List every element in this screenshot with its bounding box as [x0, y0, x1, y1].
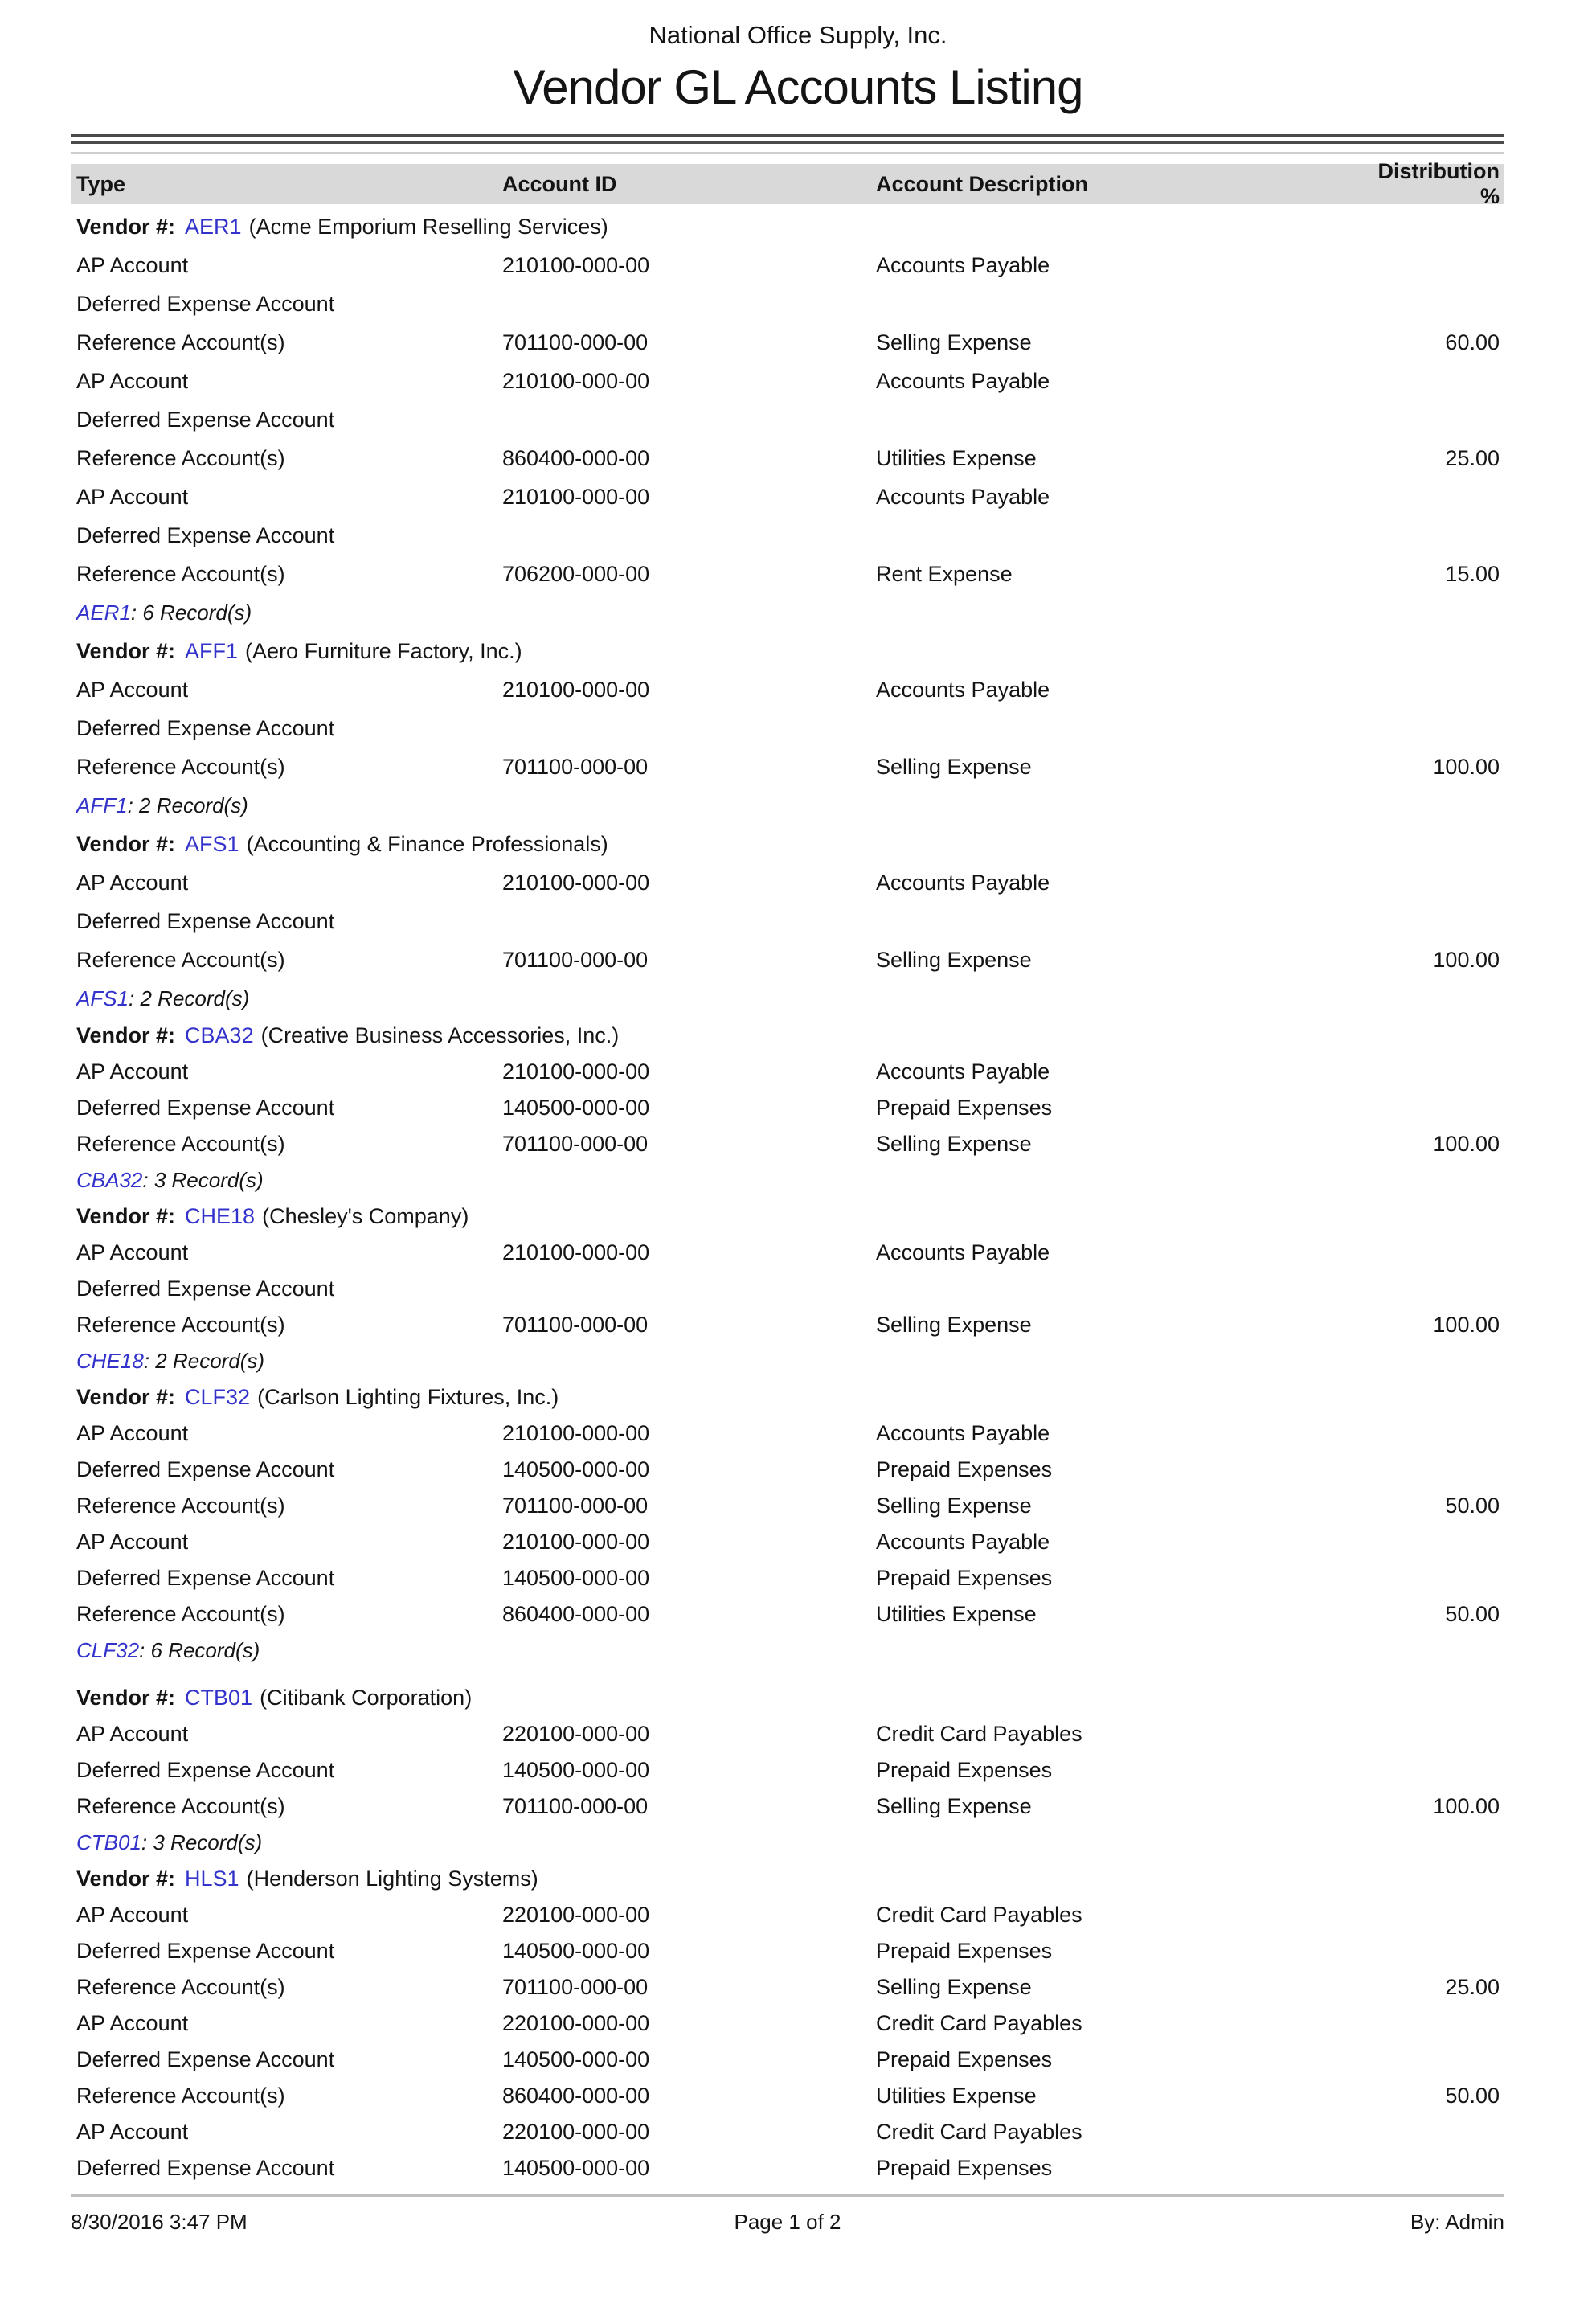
vendor-code-link[interactable]: CHE18: [185, 1204, 256, 1228]
vendor-code-link[interactable]: CHE18: [76, 1349, 144, 1373]
cell-type: Reference Account(s): [76, 1313, 285, 1337]
table-row: [71, 555, 1504, 593]
cell-type: AP Account: [76, 1059, 189, 1084]
vendor-code-link[interactable]: AFF1: [185, 638, 239, 663]
cell-account-description: Selling Expense: [876, 330, 1032, 354]
vendor-name: (Carlson Lighting Fixtures, Inc.): [257, 1385, 559, 1409]
cell-distribution-pct: 15.00: [1445, 561, 1500, 586]
vendor-account-rows: [71, 1054, 1504, 1162]
cell-account-description: Selling Expense: [876, 1794, 1032, 1818]
column-header-distribution-pct: Distribution %: [1377, 159, 1500, 208]
table-row: [71, 1524, 1504, 1560]
table-row: [71, 285, 1504, 323]
cell-distribution-pct: 60.00: [1445, 330, 1500, 354]
cell-type: Reference Account(s): [76, 445, 285, 470]
cell-distribution-pct: 50.00: [1445, 1493, 1500, 1518]
column-header-type: Type: [76, 171, 126, 196]
cell-type: Reference Account(s): [76, 1975, 285, 1999]
cell-account-description: Accounts Payable: [876, 484, 1050, 509]
cell-distribution-pct: 100.00: [1433, 1313, 1500, 1337]
column-header-account-id: Account ID: [502, 171, 617, 196]
vendor-code-link[interactable]: CLF32: [185, 1385, 251, 1409]
vendor-account-rows: [71, 246, 1504, 593]
cell-type: Deferred Expense Account: [76, 1758, 335, 1782]
cell-account-description: Credit Card Payables: [876, 2120, 1082, 2144]
cell-account-id: 140500-000-00: [502, 1457, 650, 1481]
table-row: [71, 863, 1504, 902]
vendor-number-label: Vendor #:: [76, 1385, 176, 1409]
vendor-header-row: [71, 1680, 1504, 1716]
footer-page-number: Page 1 of 2: [734, 2209, 841, 2234]
vendor-code-link[interactable]: CBA32: [185, 1023, 254, 1047]
vendor-header-row: [71, 632, 1504, 670]
table-row: [71, 1752, 1504, 1788]
cell-account-description: Accounts Payable: [876, 1240, 1050, 1264]
cell-account-id: 701100-000-00: [502, 947, 649, 972]
vendor-code-link[interactable]: AER1: [76, 600, 131, 625]
vendor-name: (Aero Furniture Factory, Inc.): [245, 638, 522, 663]
divider-top-thin: [71, 141, 1504, 144]
cell-type: AP Account: [76, 1530, 189, 1554]
table-row: [71, 2150, 1504, 2186]
cell-account-description: Prepaid Expenses: [876, 1566, 1053, 1590]
cell-account-id: 140500-000-00: [502, 2156, 650, 2180]
cell-type: AP Account: [76, 2011, 189, 2035]
vendor-record-count-row: [71, 1162, 1504, 1198]
vendor-section: [71, 207, 1504, 632]
table-row: [71, 2042, 1504, 2078]
vendor-code-link[interactable]: AFS1: [76, 985, 129, 1010]
cell-type: Deferred Expense Account: [76, 407, 335, 432]
cell-account-id: 220100-000-00: [502, 2011, 650, 2035]
cell-account-description: Prepaid Expenses: [876, 2047, 1053, 2071]
vendor-section: [71, 825, 1504, 1018]
cell-distribution-pct: 100.00: [1433, 754, 1500, 779]
table-row: [71, 1452, 1504, 1488]
table-row: [71, 1897, 1504, 1933]
table-row: [71, 400, 1504, 439]
vendor-code-link[interactable]: AFS1: [185, 831, 239, 856]
cell-account-description: Rent Expense: [876, 561, 1013, 586]
cell-type: Reference Account(s): [76, 947, 285, 972]
cell-account-description: Accounts Payable: [876, 1421, 1050, 1445]
cell-type: Reference Account(s): [76, 1602, 285, 1626]
table-row: [71, 902, 1504, 940]
cell-account-description: Selling Expense: [876, 1313, 1032, 1337]
vendor-record-count-row: [71, 1343, 1504, 1379]
vendor-name: (Acme Emporium Reselling Services): [248, 214, 608, 239]
vendor-number-label: Vendor #:: [76, 1686, 176, 1710]
vendor-list: [71, 207, 1504, 2186]
cell-type: Reference Account(s): [76, 1132, 285, 1156]
vendor-name: (Accounting & Finance Professionals): [246, 831, 608, 856]
cell-distribution-pct: 100.00: [1433, 947, 1500, 972]
vendor-section: [71, 1861, 1504, 2186]
table-row: [71, 439, 1504, 477]
vendor-account-rows: [71, 863, 1504, 979]
cell-type: Deferred Expense Account: [76, 1939, 335, 1963]
footer-datetime: 8/30/2016 3:47 PM: [71, 2209, 248, 2234]
table-row: [71, 1933, 1504, 1969]
vendor-account-rows: [71, 1235, 1504, 1343]
cell-account-description: Credit Card Payables: [876, 2011, 1082, 2035]
column-header-account-description: Account Description: [876, 171, 1089, 196]
cell-type: AP Account: [76, 368, 189, 393]
cell-account-id: 210100-000-00: [502, 1530, 650, 1554]
vendor-record-count-row: [71, 1633, 1504, 1669]
vendor-code-link[interactable]: AFF1: [76, 793, 128, 817]
cell-account-id: 701100-000-00: [502, 1132, 649, 1156]
cell-account-description: Selling Expense: [876, 1493, 1032, 1518]
cell-account-id: 210100-000-00: [502, 677, 650, 702]
vendor-record-count-row: [71, 979, 1504, 1018]
vendor-record-count-row: [71, 593, 1504, 632]
cell-account-description: Prepaid Expenses: [876, 1758, 1053, 1782]
cell-account-id: 140500-000-00: [502, 2047, 650, 2071]
table-row: [71, 1235, 1504, 1271]
table-row: [71, 1271, 1504, 1307]
cell-account-id: 860400-000-00: [502, 2084, 650, 2108]
vendor-code-link[interactable]: CTB01: [185, 1686, 253, 1710]
cell-account-description: Utilities Expense: [876, 445, 1037, 470]
vendor-number-label: Vendor #:: [76, 1866, 176, 1891]
table-row: [71, 940, 1504, 979]
footer-by-user: By: Admin: [1410, 2209, 1504, 2234]
vendor-record-count-row: [71, 786, 1504, 825]
cell-type: Reference Account(s): [76, 561, 285, 586]
cell-type: Reference Account(s): [76, 754, 285, 779]
cell-account-description: Prepaid Expenses: [876, 2156, 1053, 2180]
cell-distribution-pct: 25.00: [1445, 1975, 1500, 1999]
cell-type: AP Account: [76, 2120, 189, 2144]
record-count-text: : 3 Record(s): [141, 1830, 263, 1854]
cell-account-description: Prepaid Expenses: [876, 1939, 1053, 1963]
cell-account-description: Accounts Payable: [876, 1059, 1050, 1084]
cell-type: Deferred Expense Account: [76, 291, 335, 316]
record-count-text: : 2 Record(s): [127, 793, 248, 817]
cell-account-description: Selling Expense: [876, 947, 1032, 972]
cell-account-id: 701100-000-00: [502, 1313, 649, 1337]
vendor-header-row: [71, 1861, 1504, 1897]
table-row: [71, 1307, 1504, 1343]
cell-type: Deferred Expense Account: [76, 1276, 335, 1301]
vendor-account-rows: [71, 1716, 1504, 1825]
table-row: [71, 1488, 1504, 1524]
vendor-number-label: Vendor #:: [76, 638, 176, 663]
vendor-name: (Henderson Lighting Systems): [246, 1866, 538, 1891]
cell-account-description: Prepaid Expenses: [876, 1096, 1053, 1120]
table-row: [71, 1416, 1504, 1452]
cell-type: AP Account: [76, 677, 189, 702]
cell-account-id: 701100-000-00: [502, 330, 649, 354]
cell-account-id: 140500-000-00: [502, 1096, 650, 1120]
cell-type: AP Account: [76, 870, 189, 895]
cell-account-description: Accounts Payable: [876, 677, 1050, 702]
cell-distribution-pct: 50.00: [1445, 2084, 1500, 2108]
cell-type: Deferred Expense Account: [76, 908, 335, 933]
cell-account-id: 210100-000-00: [502, 252, 650, 277]
table-row: [71, 1126, 1504, 1162]
cell-type: AP Account: [76, 1240, 189, 1264]
page-title: Vendor GL Accounts Listing: [513, 60, 1083, 114]
cell-account-description: Selling Expense: [876, 1132, 1032, 1156]
cell-type: Deferred Expense Account: [76, 1096, 335, 1120]
cell-type: Reference Account(s): [76, 1794, 285, 1818]
cell-type: Reference Account(s): [76, 330, 285, 354]
cell-distribution-pct: 50.00: [1445, 1602, 1500, 1626]
table-row: [71, 2114, 1504, 2150]
cell-account-description: Selling Expense: [876, 754, 1032, 779]
record-count-text: : 6 Record(s): [130, 600, 252, 625]
cell-account-id: 140500-000-00: [502, 1566, 650, 1590]
table-row: [71, 1716, 1504, 1752]
cell-distribution-pct: 25.00: [1445, 445, 1500, 470]
table-row: [71, 2078, 1504, 2114]
cell-type: AP Account: [76, 252, 189, 277]
cell-account-id: 210100-000-00: [502, 870, 650, 895]
vendor-code-link[interactable]: CBA32: [76, 1168, 143, 1192]
vendor-number-label: Vendor #:: [76, 1204, 176, 1228]
cell-account-id: 210100-000-00: [502, 484, 650, 509]
cell-type: Deferred Expense Account: [76, 522, 335, 547]
cell-account-id: 220100-000-00: [502, 1903, 650, 1927]
cell-account-id: 701100-000-00: [502, 1493, 649, 1518]
vendor-name: (Citibank Corporation): [260, 1686, 473, 1710]
vendor-name: (Chesley's Company): [262, 1204, 469, 1228]
record-count-text: : 2 Record(s): [129, 985, 250, 1010]
cell-account-id: 860400-000-00: [502, 1602, 650, 1626]
cell-account-id: 701100-000-00: [502, 1794, 649, 1818]
vendor-account-rows: [71, 1897, 1504, 2186]
vendor-header-row: [71, 1018, 1504, 1054]
table-row: [71, 748, 1504, 786]
cell-account-id: 140500-000-00: [502, 1939, 650, 1963]
table-header-row: [71, 159, 1504, 208]
vendor-number-label: Vendor #:: [76, 831, 176, 856]
vendor-section: [71, 1018, 1504, 1198]
divider-top-thick: [71, 134, 1504, 137]
table-row: [71, 1090, 1504, 1126]
table-row: [71, 670, 1504, 709]
company-name: National Office Supply, Inc.: [649, 21, 947, 49]
cell-type: Deferred Expense Account: [76, 715, 335, 740]
cell-account-description: Credit Card Payables: [876, 1903, 1082, 1927]
cell-type: Deferred Expense Account: [76, 1566, 335, 1590]
table-row: [71, 477, 1504, 516]
cell-account-id: 220100-000-00: [502, 1722, 650, 1746]
vendor-number-label: Vendor #:: [76, 1023, 176, 1047]
table-row: [71, 1788, 1504, 1825]
table-row: [71, 1560, 1504, 1596]
cell-type: AP Account: [76, 1903, 189, 1927]
table-row: [71, 2006, 1504, 2042]
cell-account-description: Credit Card Payables: [876, 1722, 1082, 1746]
cell-type: Deferred Expense Account: [76, 1457, 335, 1481]
footer: [71, 2197, 1504, 2247]
table-row: [71, 323, 1504, 362]
cell-account-description: Utilities Expense: [876, 1602, 1037, 1626]
table-row: [71, 1054, 1504, 1090]
cell-type: Deferred Expense Account: [76, 2047, 335, 2071]
cell-account-description: Accounts Payable: [876, 252, 1050, 277]
table-row: [71, 1969, 1504, 2006]
cell-distribution-pct: 100.00: [1433, 1794, 1500, 1818]
cell-account-id: 210100-000-00: [502, 1421, 650, 1445]
cell-account-id: 220100-000-00: [502, 2120, 650, 2144]
cell-distribution-pct: 100.00: [1433, 1132, 1500, 1156]
cell-type: AP Account: [76, 1421, 189, 1445]
cell-account-description: Prepaid Expenses: [876, 1457, 1053, 1481]
vendor-account-rows: [71, 1416, 1504, 1633]
vendor-header-row: [71, 207, 1504, 246]
vendor-account-rows: [71, 670, 1504, 786]
cell-account-id: 210100-000-00: [502, 368, 650, 393]
record-count-text: : 2 Record(s): [143, 1349, 265, 1373]
vendor-name: (Creative Business Accessories, Inc.): [260, 1023, 620, 1047]
cell-account-id: 701100-000-00: [502, 754, 649, 779]
cell-account-description: Accounts Payable: [876, 870, 1050, 895]
vendor-number-label: Vendor #:: [76, 214, 176, 239]
vendor-section: [71, 1379, 1504, 1669]
record-count-text: : 6 Record(s): [139, 1638, 260, 1662]
divider-top-light: [71, 152, 1504, 154]
table-row: [71, 516, 1504, 555]
table-row: [71, 709, 1504, 748]
vendor-header-row: [71, 1198, 1504, 1235]
table-row: [71, 362, 1504, 400]
vendor-header-row: [71, 1379, 1504, 1416]
table-row: [71, 246, 1504, 285]
vendor-section: [71, 1680, 1504, 1861]
vendor-code-link[interactable]: AER1: [185, 214, 242, 239]
cell-account-description: Utilities Expense: [876, 2084, 1037, 2108]
table-row: [71, 1596, 1504, 1633]
cell-account-description: Selling Expense: [876, 1975, 1032, 1999]
cell-account-id: 860400-000-00: [502, 445, 650, 470]
vendor-code-link[interactable]: HLS1: [185, 1866, 239, 1891]
cell-account-description: Accounts Payable: [876, 368, 1050, 393]
cell-type: AP Account: [76, 484, 189, 509]
record-count-text: : 3 Record(s): [142, 1168, 264, 1192]
vendor-code-link[interactable]: CTB01: [76, 1830, 141, 1854]
cell-account-id: 701100-000-00: [502, 1975, 649, 1999]
cell-type: Reference Account(s): [76, 1493, 285, 1518]
cell-type: Deferred Expense Account: [76, 2156, 335, 2180]
vendor-section: [71, 632, 1504, 825]
cell-account-id: 140500-000-00: [502, 1758, 650, 1782]
vendor-record-count-row: [71, 1825, 1504, 1861]
cell-type: AP Account: [76, 1722, 189, 1746]
cell-account-id: 210100-000-00: [502, 1240, 650, 1264]
cell-account-description: Accounts Payable: [876, 1530, 1050, 1554]
vendor-section: [71, 1198, 1504, 1379]
vendor-code-link[interactable]: CLF32: [76, 1638, 140, 1662]
cell-account-id: 706200-000-00: [502, 561, 650, 586]
cell-account-id: 210100-000-00: [502, 1059, 650, 1084]
cell-type: Reference Account(s): [76, 2084, 285, 2108]
vendor-header-row: [71, 825, 1504, 863]
